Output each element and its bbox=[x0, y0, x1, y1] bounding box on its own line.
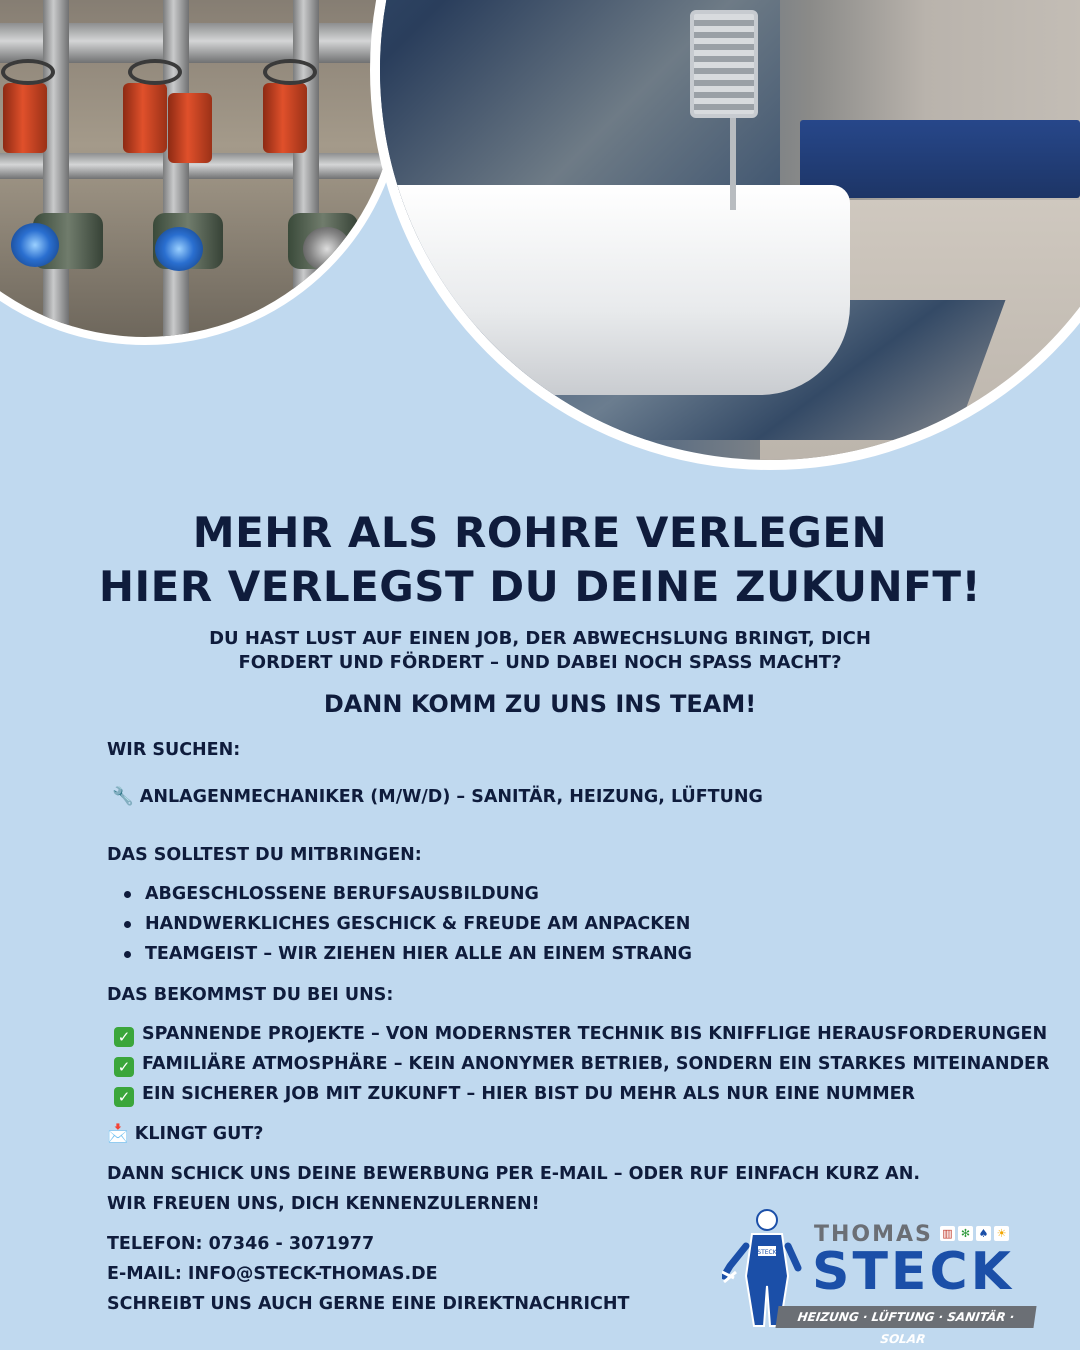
check-icon: ✓ bbox=[114, 1027, 134, 1047]
benefit-text: EIN SICHERER JOB MIT ZUKUNFT – HIER BIST DU MEHR ALS NUR EINE NUMMER bbox=[142, 1084, 916, 1104]
position-text: ANLAGENMECHANIKER (M/W/D) – SANITÄR, HEIZUNG, LÜFTUNG bbox=[139, 787, 763, 807]
check-icon: ✓ bbox=[114, 1087, 134, 1107]
headline-line-1: MEHR ALS ROHRE VERLEGEN bbox=[192, 508, 888, 557]
apply-question-text: KLINGT GUT? bbox=[134, 1124, 264, 1144]
requirements-heading: DAS SOLLTEST DU MITBRINGEN: bbox=[107, 845, 422, 865]
contact-phone[interactable]: TELEFON: 07346 - 3071977 bbox=[107, 1234, 375, 1254]
shirt-label: STECK bbox=[757, 1249, 777, 1256]
bathroom-photo bbox=[370, 0, 1080, 470]
company-logo bbox=[722, 1206, 1042, 1346]
requirement-item: TEAMGEIST – WIR ZIEHEN HIER ALLE AN EINEM STRANG bbox=[124, 944, 692, 964]
position-line bbox=[112, 787, 763, 807]
benefit-item bbox=[114, 1024, 1047, 1047]
logo-tagline: HEIZUNG · LÜFTUNG · SANITÄR · SOLAR bbox=[775, 1306, 1036, 1328]
apply-question bbox=[107, 1124, 263, 1144]
benefit-item bbox=[114, 1084, 915, 1107]
intro-line-1: DU HAST LUST AUF EINEN JOB, DER ABWECHSLUNG BRINGT, DICH bbox=[209, 628, 871, 649]
envelope-icon: 📩 bbox=[107, 1124, 129, 1144]
cta-heading: DANN KOMM ZU UNS INS TEAM! bbox=[323, 690, 757, 718]
benefits-heading: DAS BEKOMMST DU BEI UNS: bbox=[107, 985, 394, 1005]
contact-email[interactable]: E-MAIL: INFO@STECK-THOMAS.DE bbox=[107, 1264, 438, 1284]
intro-line-2: FORDERT UND FÖRDERT – UND DABEI NOCH SPASS MACHT? bbox=[238, 652, 842, 673]
logo-name-top: THOMAS bbox=[814, 1222, 933, 1247]
sun-icon: ☀ bbox=[994, 1226, 1009, 1241]
fan-icon: ✻ bbox=[958, 1226, 973, 1241]
headline-line-2: HIER VERLEGST DU DEINE ZUKUNFT! bbox=[98, 562, 982, 611]
wrench-icon: 🔧 bbox=[112, 787, 134, 807]
pipes-photo bbox=[0, 0, 405, 345]
benefit-item bbox=[114, 1054, 1049, 1077]
logo-name-main: STECK bbox=[812, 1242, 1014, 1302]
contact-dm: SCHREIBT UNS AUCH GERNE EINE DIREKTNACHRICHT bbox=[107, 1294, 630, 1314]
apply-line-2: WIR FREUEN UNS, DICH KENNENZULERNEN! bbox=[107, 1194, 540, 1214]
requirement-item: HANDWERKLICHES GESCHICK & FREUDE AM ANPACKEN bbox=[124, 914, 690, 934]
requirement-item: ABGESCHLOSSENE BERUFSAUSBILDUNG bbox=[124, 884, 539, 904]
benefit-text: SPANNENDE PROJEKTE – VON MODERNSTER TECHNIK BIS KNIFFLIGE HERAUSFORDERUNGEN bbox=[142, 1024, 1048, 1044]
seeking-heading: WIR SUCHEN: bbox=[107, 740, 241, 760]
service-icons bbox=[940, 1226, 1009, 1241]
apply-line-1: DANN SCHICK UNS DEINE BEWERBUNG PER E-MAIL – ODER RUF EINFACH KURZ AN. bbox=[107, 1164, 920, 1184]
benefit-text: FAMILIÄRE ATMOSPHÄRE – KEIN ANONYMER BETRIEB, SONDERN EIN STARKES MITEINANDER bbox=[142, 1054, 1050, 1074]
water-drop-icon: ♠ bbox=[976, 1226, 991, 1241]
radiator-icon: ▥ bbox=[940, 1226, 955, 1241]
check-icon: ✓ bbox=[114, 1057, 134, 1077]
